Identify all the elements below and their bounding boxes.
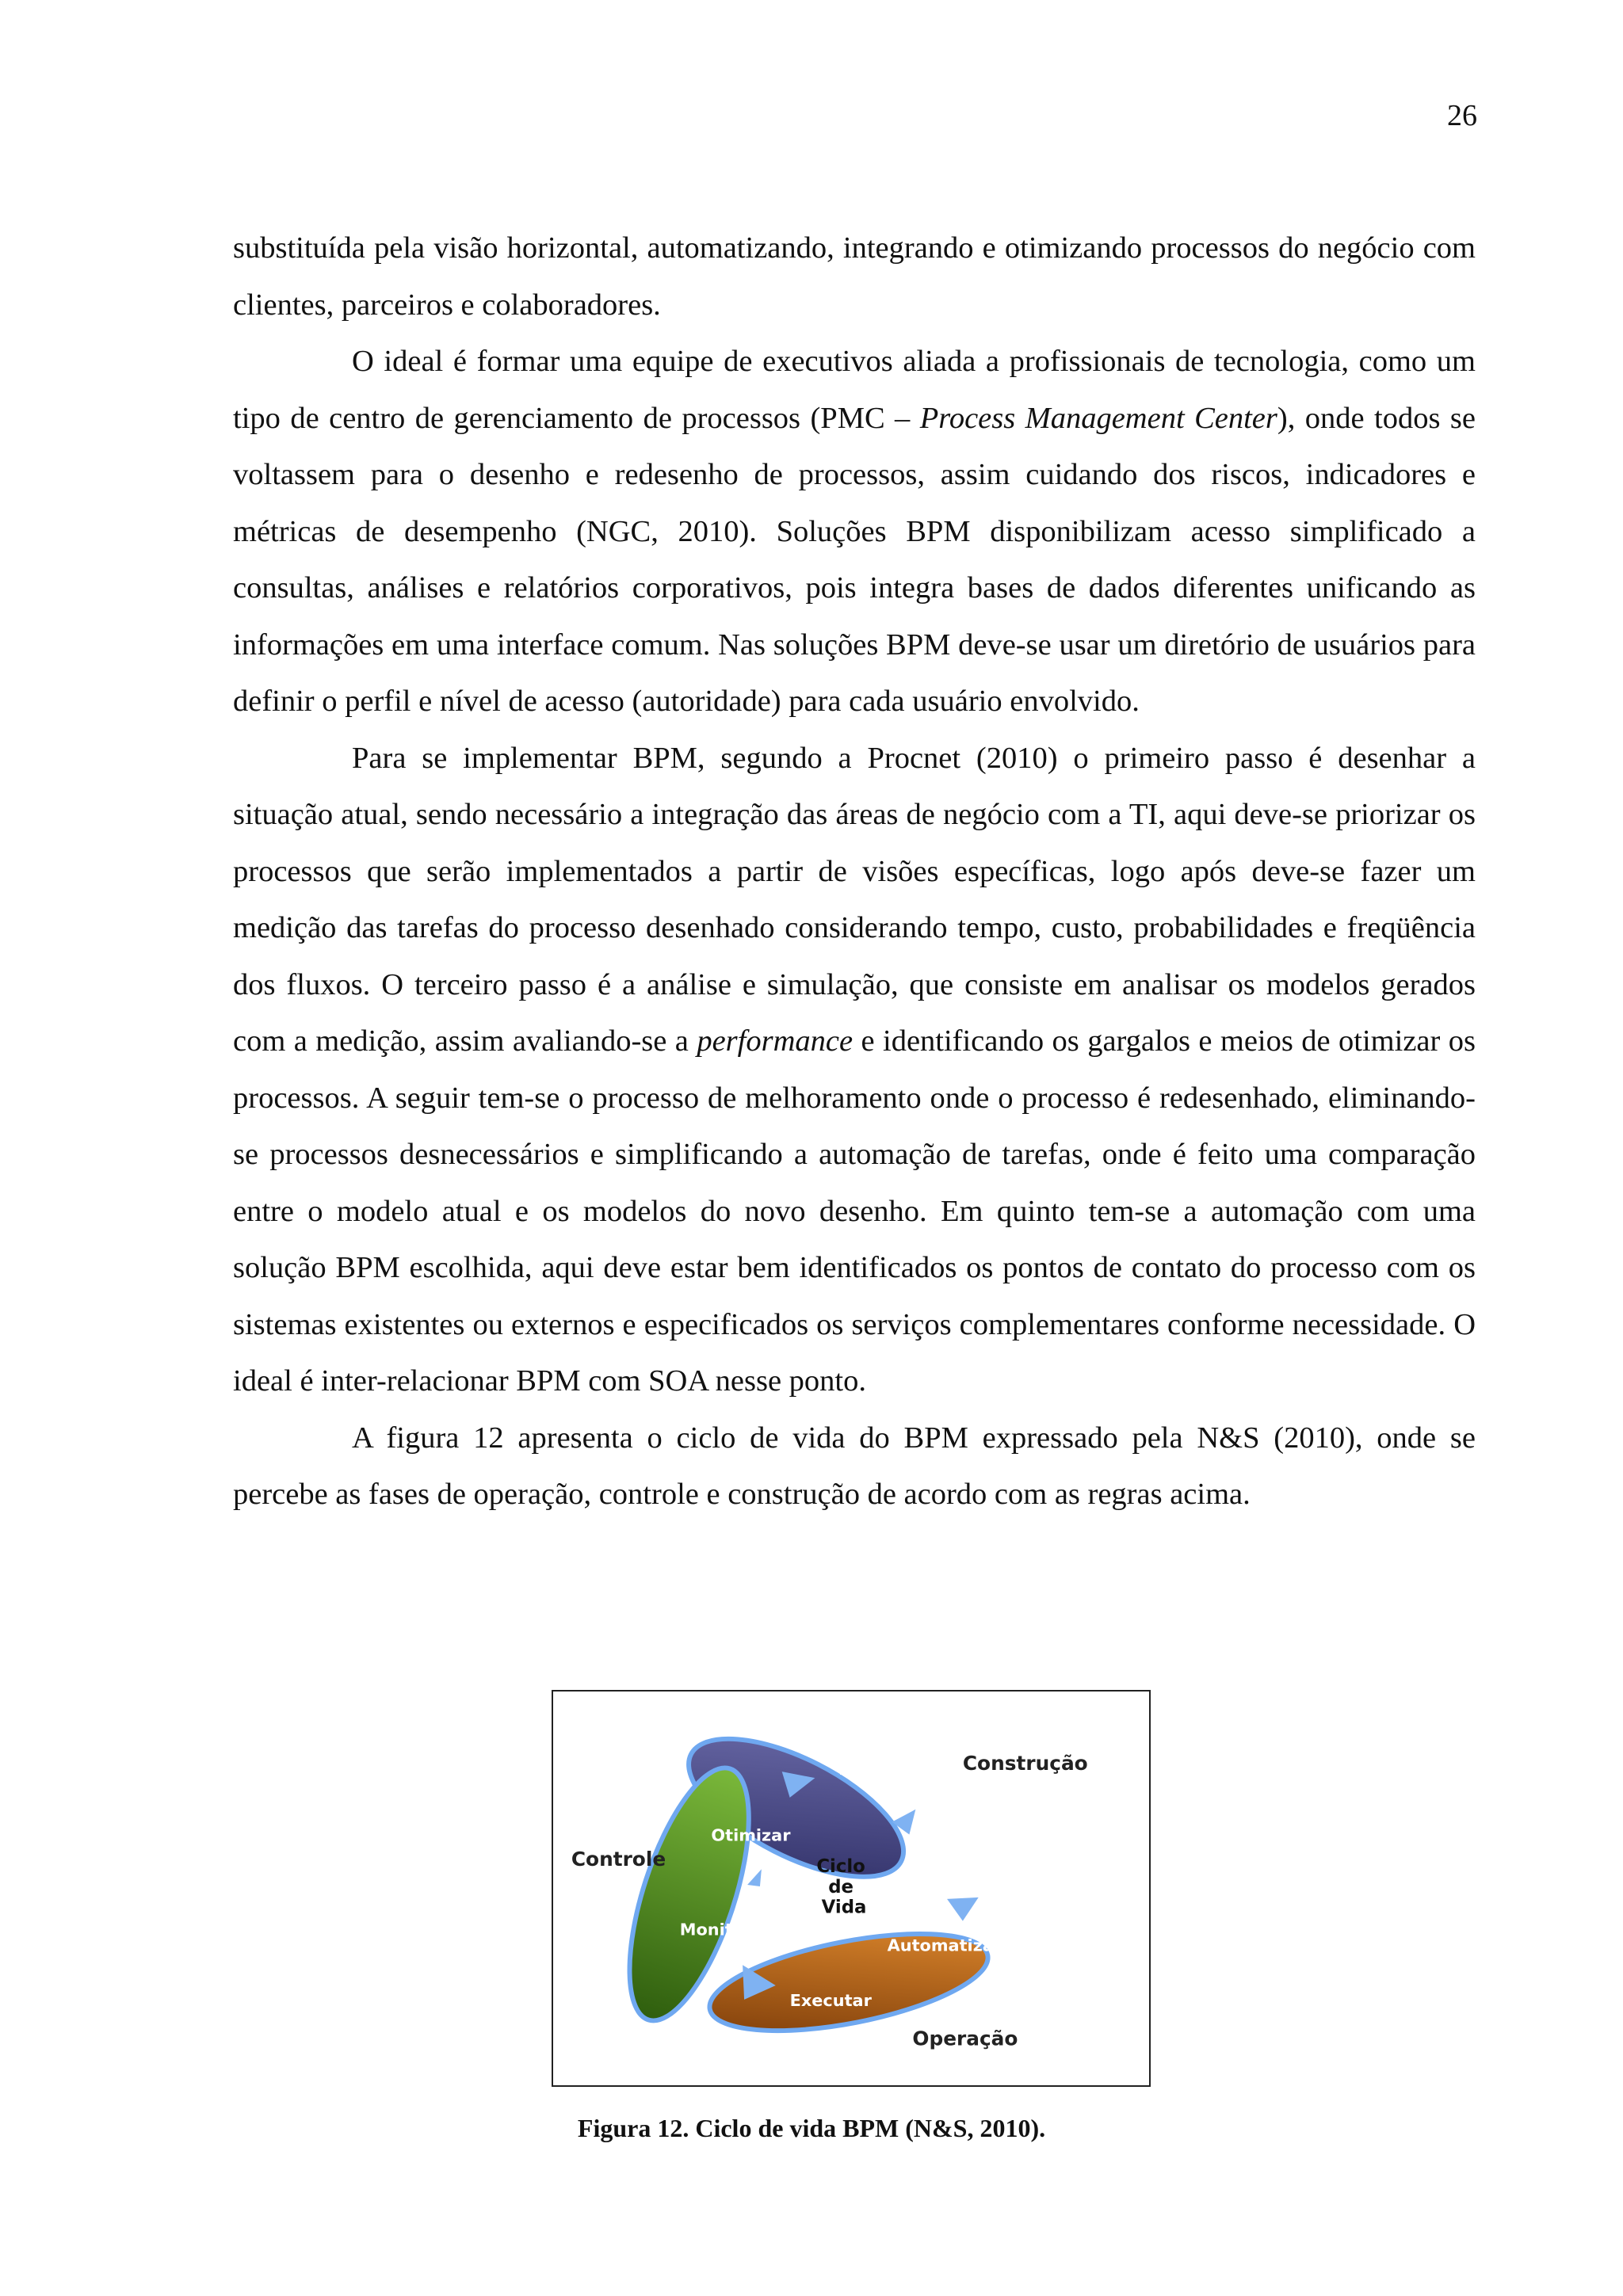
center-label-line: Vida	[821, 1897, 867, 1918]
paragraph	[233, 1410, 1476, 1524]
step-label-executar: Executar	[789, 1990, 872, 2010]
bpm-cycle-diagram	[553, 1691, 1149, 2085]
step-label-simular: Simular	[926, 1840, 999, 1859]
text-run: A figura 12 apresenta o ciclo de vida do BPM expressado pela N&S (2010), onde se percebe as fases de operação, controle e construção de acordo com as regras acima.	[233, 1421, 1476, 1511]
phase-label-operacao: Operação	[912, 2027, 1018, 2050]
phase-label-construcao: Construção	[962, 1752, 1088, 1775]
center-label-line: Ciclo	[816, 1856, 865, 1878]
text-run: ), onde todos se voltassem para o desenho e redesenho de processos, assim cuidando dos riscos, indicadores e métricas de desempenho (NGC, 2010). Soluções BPM disponibilizam acesso simplificado a consultas, análises e relatórios corporativos, pois integra bases de dados diferentes unificando as informações em uma interface comum. Nas soluções BPM deve-se usar um diretório de usuários para definir o perfil e nível de acesso (autoridade) para cada usuário envolvido.	[233, 401, 1476, 718]
figure-caption: Figura 12. Ciclo de vida BPM (N&S, 2010).	[577, 2114, 1046, 2142]
arrow-icon	[947, 1897, 979, 1921]
step-label-automatizar: Automatizar	[887, 1936, 1002, 1955]
phase-label-controle: Controle	[571, 1848, 666, 1871]
text-run: substituída pela visão horizontal, automatizando, integrando e otimizando processos do negócio com clientes, parceiros e colaboradores.	[233, 231, 1476, 322]
arrow-icon	[747, 1869, 762, 1886]
body-text	[233, 220, 1476, 1524]
text-run: O ideal é formar uma equipe de executivos aliada a profissionais de tecnologia, como um tipo de centro de gerenciamento de processos (PMC –	[233, 345, 1476, 435]
center-label-line: de	[828, 1876, 854, 1897]
text-run-italic: Process Management Center	[919, 401, 1277, 435]
page-number: 26	[1447, 99, 1477, 132]
step-label-monitorar: Monitorar	[679, 1920, 772, 1939]
step-label-modelar: Modelar	[838, 1760, 915, 1779]
text-run: Para se implementar BPM, segundo a Procnet (2010) o primeiro passo é desenhar a situação atual, sendo necessário a integração das áreas de negócio com a TI, aqui deve-se priorizar os processos que serão implementados a partir de visões específicas, logo após deve-se fazer um medição das tarefas do processo desenhado considerando tempo, custo, probabilidades e freqüência dos fluxos. O terceiro passo é a análise e simulação, que consiste em analisar os modelos gerados com a medição, assim avaliando-se a	[233, 741, 1476, 1058]
paragraph	[233, 334, 1476, 730]
paragraph	[233, 730, 1476, 1410]
text-run: e identificando os gargalos e meios de otimizar os processos. A seguir tem-se o processo de melhoramento onde o processo é redesenhado, eliminando-se processos desnecessários e simplificando a automação de tarefas, onde é feito uma comparação entre o modelo atual e os modelos do novo desenho. Em quinto tem-se a automação com uma solução BPM escolhida, aqui deve estar bem identificados os pontos de contato do processo com os sistemas existentes ou externos e especificados os serviços complementares conforme necessidade. O ideal é inter-relacionar BPM com SOA nesse ponto.	[233, 1024, 1476, 1398]
text-run-italic: performance	[697, 1024, 854, 1058]
paragraph	[233, 220, 1476, 334]
step-label-otimizar: Otimizar	[711, 1825, 791, 1845]
center-label	[816, 1856, 871, 1918]
figure-bpm-cycle	[552, 1690, 1151, 2087]
